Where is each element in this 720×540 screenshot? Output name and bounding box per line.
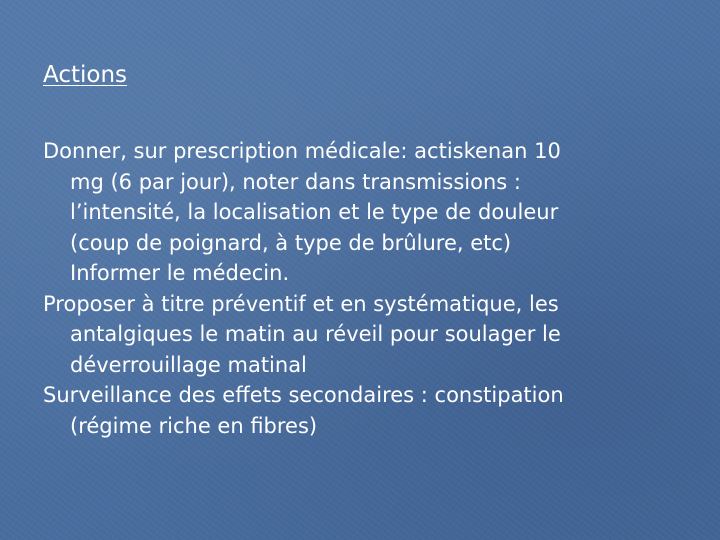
- slide-body: [43, 136, 683, 441]
- paragraph-preventive-analgesics: [43, 289, 683, 381]
- paragraph-line: Surveillance des effets secondaires : constipation: [43, 383, 564, 407]
- paragraph-line: antalgiques le matin au réveil pour soulager le: [70, 322, 561, 346]
- paragraph-line: déverrouillage matinal: [70, 352, 307, 377]
- paragraph-line: Donner, sur prescription médicale: actiskenan 10: [43, 139, 561, 163]
- paragraph-line: mg (6 par jour), noter dans transmissions :: [70, 169, 521, 194]
- paragraph-line: l’intensité, la localisation et le type de douleur: [70, 200, 559, 224]
- paragraph-line: (régime riche en fibres): [70, 413, 318, 438]
- paragraph-line: (coup de poignard, à type de brûlure, etc): [70, 230, 512, 255]
- paragraph-line: Informer le médecin.: [70, 261, 290, 285]
- paragraph-line: Proposer à titre préventif et en systématique, les: [43, 291, 559, 316]
- paragraph-side-effects: [43, 380, 683, 441]
- paragraph-pain-treatment: [43, 136, 683, 289]
- slide-title: Actions: [43, 62, 128, 88]
